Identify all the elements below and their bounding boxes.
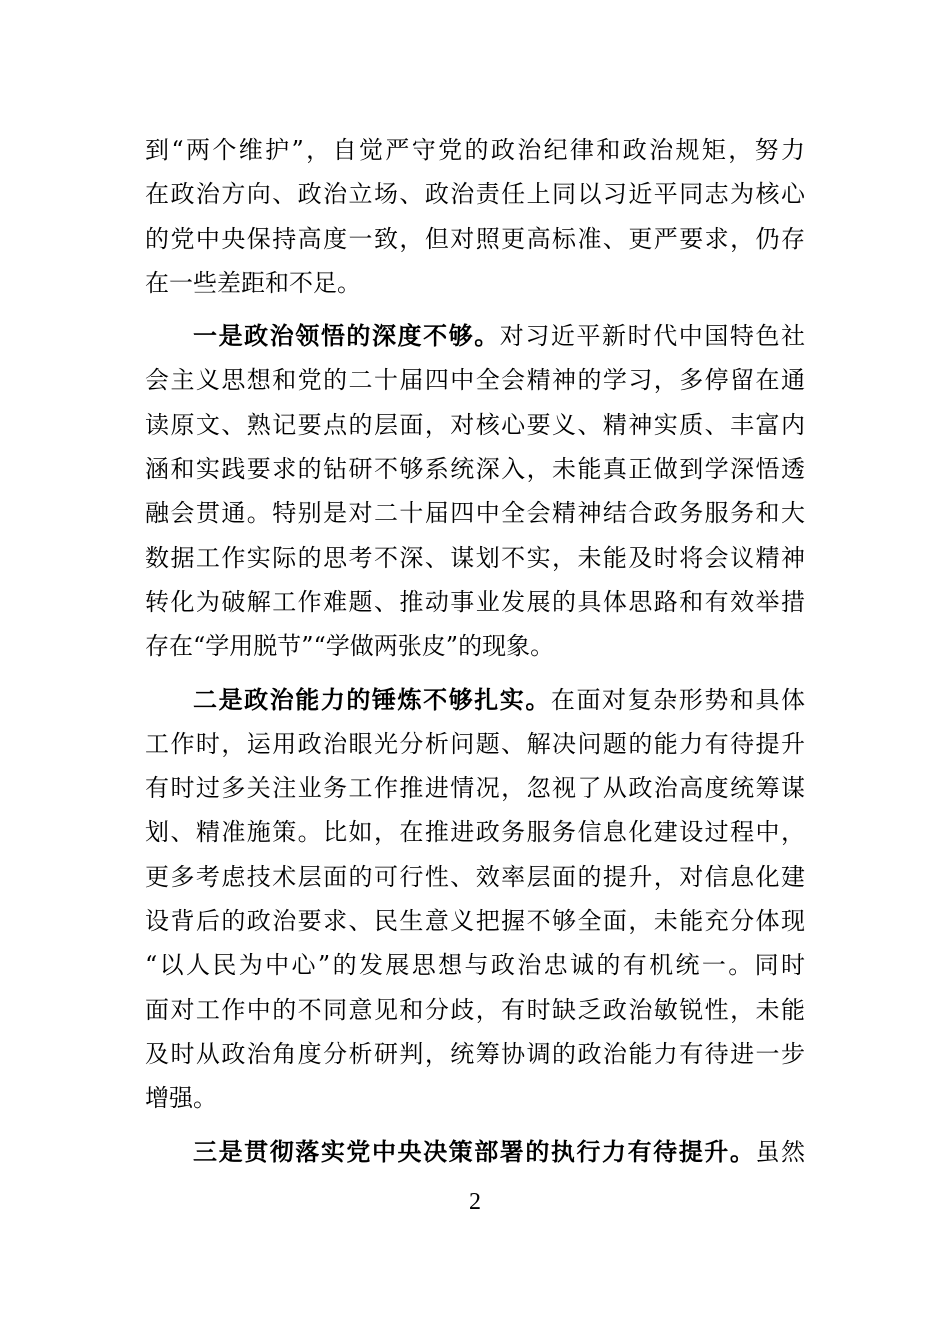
text-line xyxy=(145,314,805,358)
text-line: 转化为破解工作难题、推动事业发展的具体思路和有效举措 xyxy=(145,587,805,616)
text-line xyxy=(145,678,805,722)
text-line: 在政治方向、政治立场、政治责任上同以习近平同志为核心 xyxy=(145,180,805,209)
text-line: 涵和实践要求的钻研不够系统深入，未能真正做到学深悟透 xyxy=(145,455,805,484)
text-line xyxy=(145,1130,805,1174)
paragraph-point-2 xyxy=(145,678,805,1121)
text-line: “以人民为中心”的发展思想与政治忠诚的有机统一。同时 xyxy=(145,951,805,980)
text-line: 数据工作实际的思考不深、谋划不实，未能及时将会议精神 xyxy=(145,543,805,572)
point-3-text: 虽然 xyxy=(755,1137,806,1166)
text-line: 划、精准施策。比如，在推进政务服务信息化建设过程中， xyxy=(145,818,805,847)
body-text xyxy=(145,128,805,1174)
text-line: 面对工作中的不同意见和分歧，有时缺乏政治敏锐性，未能 xyxy=(145,995,805,1024)
text-line: 设背后的政治要求、民生意义把握不够全面，未能充分体现 xyxy=(145,907,805,936)
text-line: 融会贯通。特别是对二十届四中全会精神结合政务服务和大 xyxy=(145,499,805,528)
text-line: 到“两个维护”，自觉严守党的政治纪律和政治规矩，努力 xyxy=(145,136,805,164)
point-2-text: 在面对复杂形势和具体 xyxy=(550,685,806,714)
point-3-heading: 三是贯彻落实党中央决策部署的执行力有待提升。 xyxy=(193,1136,756,1166)
text-line: 存在“学用脱节”“学做两张皮”的现象。 xyxy=(145,632,555,661)
text-line: 会主义思想和党的二十届四中全会精神的学习，多停留在通 xyxy=(145,366,805,395)
text-line: 的党中央保持高度一致，但对照更高标准、更严要求，仍存 xyxy=(145,224,805,253)
text-line: 及时从政治角度分析研判，统筹协调的政治能力有待进一步 xyxy=(145,1039,805,1068)
text-line: 读原文、熟记要点的层面，对核心要义、精神实质、丰富内 xyxy=(145,410,805,439)
point-2-heading: 二是政治能力的锤炼不够扎实。 xyxy=(193,684,551,714)
text-line: 更多考虑技术层面的可行性、效率层面的提升，对信息化建 xyxy=(145,862,805,891)
text-line: 有时过多关注业务工作推进情况，忽视了从政治高度统筹谋 xyxy=(145,774,805,803)
point-1-heading: 一是政治领悟的深度不够。 xyxy=(193,321,500,351)
paragraph-point-3 xyxy=(145,1130,805,1174)
text-line: 在一些差距和不足。 xyxy=(145,268,361,297)
paragraph-intro xyxy=(145,128,805,305)
text-line: 增强。 xyxy=(145,1084,217,1113)
point-1-text: 对习近平新时代中国特色社 xyxy=(499,322,806,351)
paragraph-point-1 xyxy=(145,314,805,668)
text-line: 工作时，运用政治眼光分析问题、解决问题的能力有待提升 xyxy=(145,729,805,758)
page-number: 2 xyxy=(469,1189,481,1215)
